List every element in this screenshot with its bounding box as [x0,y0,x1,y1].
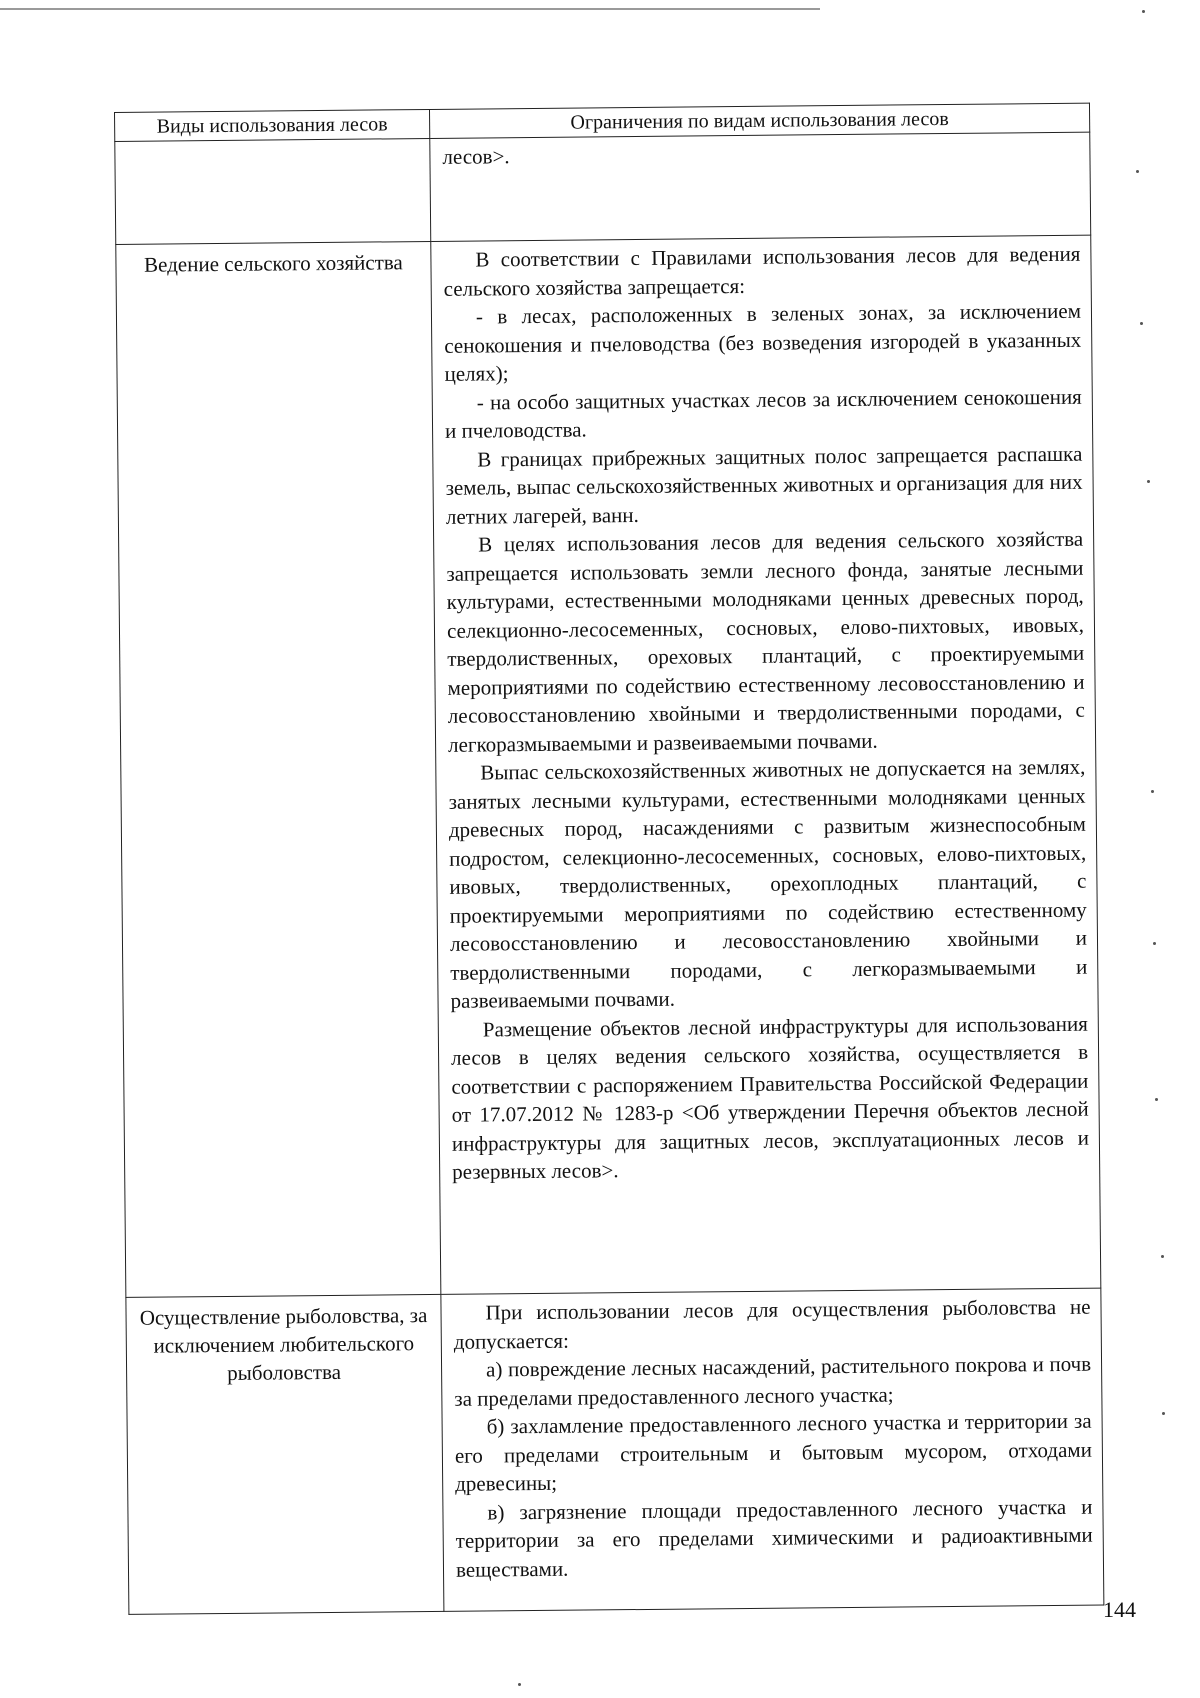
restriction-paragraph: а) повреждение лесных насаждений, растительного покрова и почв за пределами предоставленного лесного участка; [454,1351,1092,1411]
scan-speck [1162,1412,1165,1415]
restriction-paragraph: б) захламление предоставленного лесного участка и территории за его пределами строительным и бытовым мусором, отходами древесины; [454,1408,1092,1496]
scan-speck [1136,170,1139,173]
scan-speck [1151,790,1154,793]
scan-speck [518,1683,521,1686]
restriction-paragraph: В соответствии с Правилами использования лесов для ведения сельского хозяйства запрещается: [443,241,1081,301]
table-row [115,132,1091,244]
use-type-cell: Осуществление рыболовства, за исключением любительского рыболовства [126,1294,444,1614]
restriction-paragraph: - на особо защитных участках лесов за исключением сенокошения и пчеловодства. [444,384,1082,443]
restriction-paragraph: в) загрязнение площади предоставленного лесного участка и территории за его пределами химическими и радиоактивными веществами. [455,1494,1093,1582]
table-row [126,1288,1104,1614]
scan-edge-line [0,8,820,10]
scan-speck [1140,322,1143,325]
use-type-cell: Ведение сельского хозяйства [116,241,441,1297]
header-use-types: Виды использования лесов [115,109,430,141]
restriction-paragraph: При использовании лесов для осуществления рыболовства не допускается: [453,1294,1091,1354]
page-number: 144 [1103,1597,1136,1622]
restrictions-cell [430,132,1091,241]
scan-speck [1147,480,1150,483]
scan-speck [1142,10,1145,13]
forest-use-restrictions-table [114,103,1104,1615]
header-restrictions: Ограничения по видам использования лесов [429,103,1089,138]
scan-speck [1161,1255,1164,1258]
restriction-paragraph: В целях использования лесов для ведения сельского хозяйства запрещается использовать земли лесного фонда, занятые лесными культурами, естественными молодняками ценных древесных пород, селекционно-лесосеменных, сосновых, елово-пихтовых, ивовых, твердолиственных, ореховых плантаций, с проектируемыми мероприятиями по содействию естественному лесовосстановлению и лесовосстановлению хвойными и твердолиственными породами, с легкоразмываемыми и развеиваемыми почвами. [446,526,1085,757]
restriction-paragraph: - в лесах, расположенных в зеленых зонах, за исключением сенокошения и пчеловодства (без возведения изгородей в указанных целях); [444,298,1082,386]
restrictions-cell [441,1288,1104,1611]
table-row [116,235,1101,1297]
scan-speck [1155,1098,1158,1101]
restrictions-cell [431,235,1101,1294]
use-type-cell [115,138,431,244]
restriction-paragraph: лесов>. [442,144,510,169]
restriction-paragraph: Выпас сельскохозяйственных животных не допускается на землях, занятых лесными культурами, естественными молодняками ценных древесных пород, насаждениями с развитым жизнеспособным подростом, селекционно-лесосеменных, сосновых, елово-пихтовых, ивовых, твердолиственных, орехоплодных плантаций, с проектируемыми мероприятиями по содействию естественному лесовосстановлению и лесовосстановлению хвойными и твердолиственными породами, с легкоразмываемыми и развеиваемыми почвами. [448,754,1088,1013]
restriction-paragraph: В границах прибрежных защитных полос запрещается распашка земель, выпас сельскохозяйственных животных и организация для них летних лагерей, ванн. [445,441,1083,529]
restriction-paragraph: Размещение объектов лесной инфраструктуры для использования лесов в целях ведения сельского хозяйства, осуществляется в соответствии с распоряжением Правительства Российской Федерации от 17.07.2012 № 1283-р <Об утверждении Перечня объектов лесной инфраструктуры для защитных лесов, эксплуатационных лесов и резервных лесов>. [450,1011,1090,1184]
scan-speck [1153,942,1156,945]
